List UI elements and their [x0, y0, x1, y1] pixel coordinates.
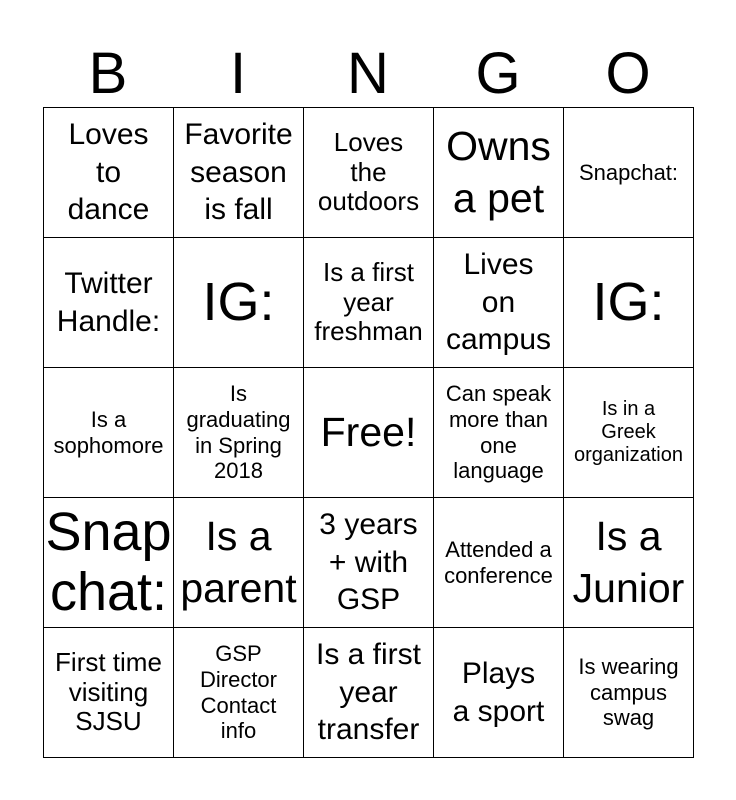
free-space: Free!: [304, 368, 434, 498]
header-letter-n: N: [347, 41, 389, 106]
bingo-cell[interactable]: Snapchat:: [564, 108, 694, 238]
bingo-cell[interactable]: IG:: [174, 238, 304, 368]
bingo-cell[interactable]: IG:: [564, 238, 694, 368]
bingo-cell[interactable]: Loves the outdoors: [304, 108, 434, 238]
bingo-cell[interactable]: First time visiting SJSU: [44, 628, 174, 758]
bingo-cell[interactable]: Attended a conference: [434, 498, 564, 628]
bingo-cell[interactable]: Loves to dance: [44, 108, 174, 238]
bingo-cell[interactable]: Is a first year transfer: [304, 628, 434, 758]
bingo-cell[interactable]: Is a sophomore: [44, 368, 174, 498]
bingo-cell[interactable]: Favorite season is fall: [174, 108, 304, 238]
bingo-cell[interactable]: Is a Junior: [564, 498, 694, 628]
bingo-board: [43, 107, 694, 758]
header-letter-g: G: [475, 41, 521, 106]
bingo-header: [43, 40, 693, 108]
bingo-cell[interactable]: Is a first year freshman: [304, 238, 434, 368]
bingo-cell[interactable]: Lives on campus: [434, 238, 564, 368]
header-letter-b: B: [88, 41, 128, 106]
bingo-cell[interactable]: Is wearing campus swag: [564, 628, 694, 758]
bingo-cell[interactable]: Is in a Greek organization: [564, 368, 694, 498]
bingo-cell[interactable]: Twitter Handle:: [44, 238, 174, 368]
bingo-cell[interactable]: 3 years + with GSP: [304, 498, 434, 628]
bingo-cell[interactable]: Is a parent: [174, 498, 304, 628]
bingo-cell[interactable]: GSP Director Contact info: [174, 628, 304, 758]
header-letter-i: I: [229, 41, 247, 106]
bingo-cell[interactable]: Is graduating in Spring 2018: [174, 368, 304, 498]
header-letter-o: O: [605, 41, 651, 106]
bingo-cell[interactable]: Snap chat:: [44, 498, 174, 628]
bingo-cell[interactable]: Plays a sport: [434, 628, 564, 758]
bingo-cell[interactable]: Owns a pet: [434, 108, 564, 238]
bingo-cell[interactable]: Can speak more than one language: [434, 368, 564, 498]
